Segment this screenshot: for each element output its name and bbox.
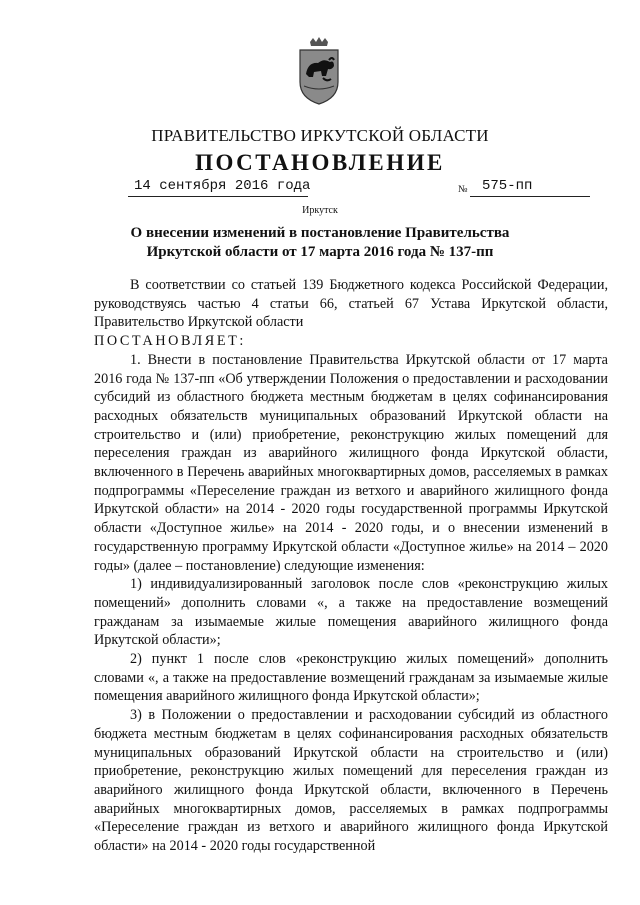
resolves-heading: ПОСТАНОВЛЯЕТ: [94,333,246,350]
government-name: ПРАВИТЕЛЬСТВО ИРКУТСКОЙ ОБЛАСТИ [151,126,489,145]
subclause-2-paragraph: 2) пункт 1 после слов «реконструкцию жилых помещений» дополнить словами «, а также на предоставление возмещений гражданам за изымаемые жилые помещения аварийного жилищного фонда Иркутской области»; [94,651,608,705]
number-underline [470,196,590,197]
subclause-3-paragraph: 3) в Положении о предоставлении и расходовании субсидий из областного бюджета местным бюджетам в целях софинансирования расходных обязательств муниципальных образований Иркутской области на строительство и (или) приобретение, реконструкцию жилых помещений для переселения граждан из аварийного жилищного фонда Иркутской области, включенного в Перечень аварийных многоквартирных домов, расселяемых в рамках подпрограммы «Переселение граждан из ветхого и аварийного жилищного фонда Иркутской области» на 2014 - 2020 годы государственной [94,707,608,855]
number-sign: № [458,184,468,195]
date-underline [128,196,308,197]
document-title: О внесении изменений в постановление Правительства Иркутской области от 17 марта 2016 года № 137-пп [130,225,510,260]
preamble-paragraph: В соответствии со статьей 139 Бюджетного кодекса Российской Федерации, руководствуясь частью 4 статьи 66, статьей 67 Устава Иркутской области, Правительство Иркутской области [94,277,608,331]
city-name: Иркутск [302,205,338,216]
document-body [94,276,608,856]
document-type: ПОСТАНОВЛЕНИЕ [195,150,445,175]
document-date: 14 сентября 2016 года [134,178,311,194]
document-number: 575-пп [482,178,533,194]
subclause-1-paragraph: 1) индивидуализированный заголовок после слов «реконструкцию жилых помещений» дополнить словами «, а также на предоставление возмещений гражданам за изымаемые жилые помещения аварийного жилищного фонда Иркутской области»; [94,576,608,649]
irkutsk-coat-of-arms-icon [296,36,342,106]
clause-1-paragraph: 1. Внести в постановление Правительства Иркутской области от 17 марта 2016 года № 137-пп «Об утверждении Положения о предоставлении и расходовании субсидий из областного бюджета местным бюджетам в целях софинансирования расходных обязательств муниципальных образований Иркутской области на строительство и (или) приобретение, реконструкцию жилых помещений для переселения граждан из аварийного жилищного фонда Иркутской области, включенного в Перечень аварийных многоквартирных домов, расселяемых в рамках подпрограммы «Переселение граждан из ветхого и аварийного жилищного фонда Иркутской области» на 2014 - 2020 годы государственной программы Иркутской области «Доступное жилье» на 2014 - 2020 годы, и о внесении изменений в государственную программу Иркутской области «Доступное жилье» на 2014 – 2020 годы» (далее – постановление) следующие изменения: [94,351,608,574]
